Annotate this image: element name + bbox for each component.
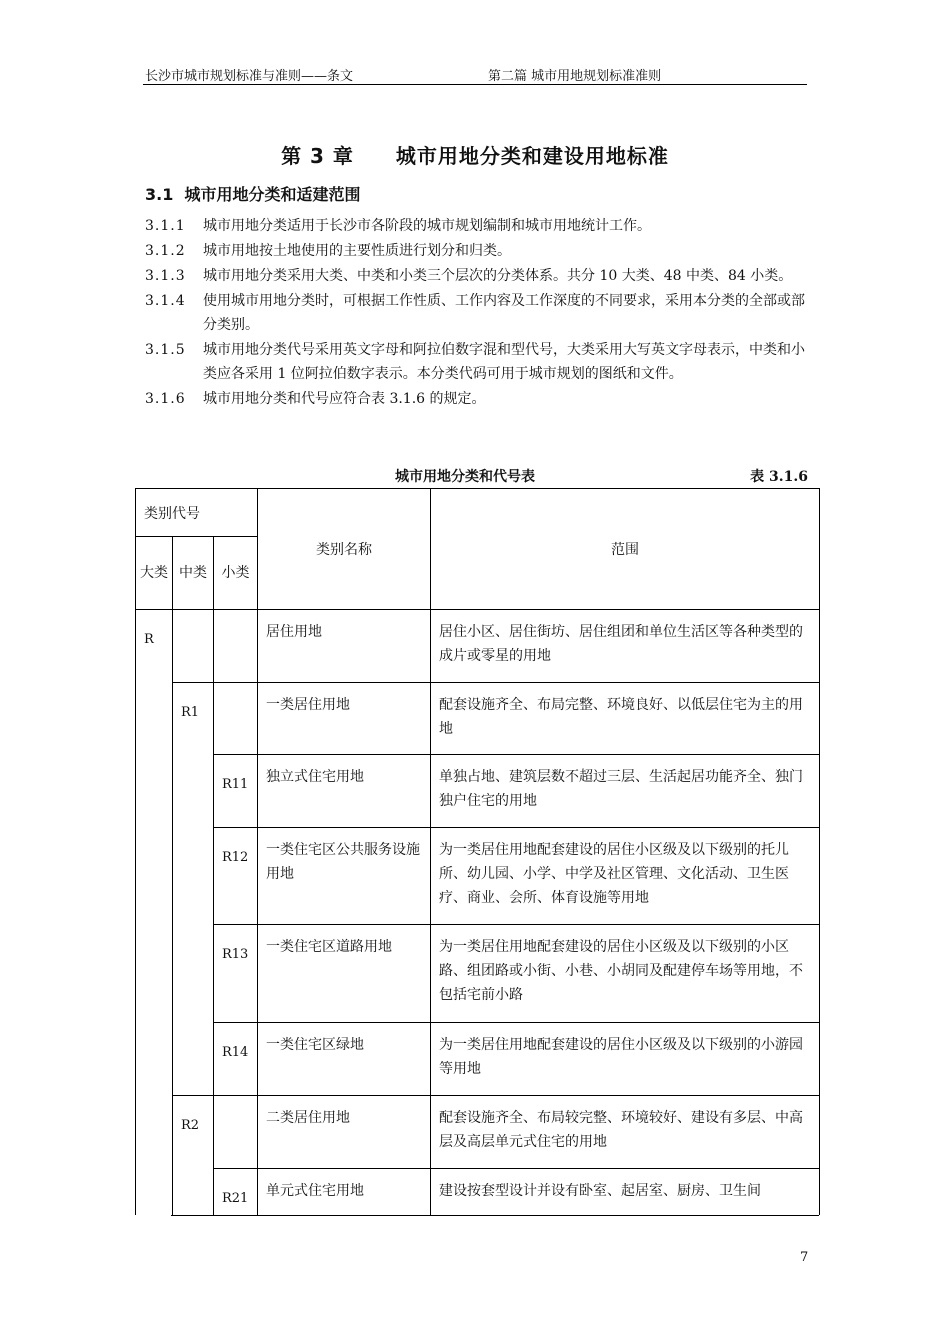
cell-scope: 配套设施齐全、布局完整、环境良好、以低层住宅为主的用地: [431, 683, 820, 755]
clause-number: 3.1.3: [145, 268, 186, 284]
cell-name: 一类住宅区绿地: [258, 1023, 431, 1096]
table-row: [136, 683, 820, 755]
cell-name: 一类住宅区公共服务设施用地: [258, 828, 431, 925]
table-number: 表 3.1.6: [750, 469, 808, 485]
cell-minor: [214, 683, 258, 755]
header-minor: [214, 537, 258, 610]
table-row: [136, 925, 820, 1023]
header-name: 类别名称: [258, 489, 431, 610]
cell-name: 一类居住用地: [258, 683, 431, 755]
table-row: [136, 1023, 820, 1096]
cell-minor: R13: [214, 925, 258, 1023]
chapter-number: 第 3 章: [281, 144, 354, 168]
cell-minor: R21: [214, 1169, 258, 1215]
clause: [145, 264, 815, 288]
header-major: [136, 537, 173, 610]
clause: [145, 338, 815, 386]
cell-medium: R2: [173, 1096, 214, 1215]
clause-number: 3.1.2: [145, 243, 186, 259]
table-row: [136, 1169, 820, 1215]
section-title: 城市用地分类和适建范围: [184, 185, 361, 204]
cell-minor: [214, 1096, 258, 1169]
clause-text: 城市用地分类和代号应符合表 3.1.6 的规定。: [203, 391, 486, 407]
cell-scope: 配套设施齐全、布局较完整、环境较好、建设有多层、中高层及高层单元式住宅的用地: [431, 1096, 820, 1169]
clause: [145, 214, 815, 238]
clause-text: 城市用地按土地使用的主要性质进行划分和归类。: [203, 243, 511, 259]
clause-text: 城市用地分类适用于长沙市各阶段的城市规划编制和城市用地统计工作。: [203, 218, 651, 234]
table-row: [136, 1096, 820, 1169]
chapter-name: 城市用地分类和建设用地标准: [395, 144, 669, 168]
header-rule: [143, 84, 807, 85]
clause: [145, 239, 815, 263]
cell-name: 单元式住宅用地: [258, 1169, 431, 1215]
cell-medium: [173, 610, 214, 683]
cell-minor: [214, 610, 258, 683]
cell-minor: R11: [214, 755, 258, 828]
header-code-group: 类别代号: [136, 489, 258, 537]
cell-name: 二类居住用地: [258, 1096, 431, 1169]
chapter-title: [0, 140, 950, 169]
cell-medium: R1: [173, 683, 214, 1096]
table-bottom-rule: [171, 1215, 819, 1216]
table-caption: [135, 466, 808, 486]
clause-number: 3.1.6: [145, 391, 186, 407]
header-major-text: 大类: [140, 565, 168, 581]
clause-number: 3.1.1: [145, 218, 186, 234]
table-row: [136, 610, 820, 683]
section-number: 3.1: [145, 185, 174, 204]
clause-text: 使用城市用地分类时，可根据工作性质、工作内容及工作深度的不同要求，采用本分类的全部或部分类别。: [203, 293, 805, 333]
clause-list: [145, 214, 815, 412]
running-header-left: 长沙市城市规划标准与准则——条文: [145, 69, 354, 84]
cell-scope: 居住小区、居住街坊、居住组团和单位生活区等各种类型的成片或零星的用地: [431, 610, 820, 683]
header-scope: 范围: [431, 489, 820, 610]
clause-text: 城市用地分类代号采用英文字母和阿拉伯数字混和型代号，大类采用大写英文字母表示，中类和小类应各采用 1 位阿拉伯数字表示。本分类代码可用于城市规划的图纸和文件。: [203, 342, 805, 382]
cell-minor: R14: [214, 1023, 258, 1096]
cell-scope: 为一类居住用地配套建设的居住小区级及以下级别的托儿所、幼儿园、小学、中学及社区管理、文化活动、卫生医疗、商业、会所、体育设施等用地: [431, 828, 820, 925]
table-row: [136, 828, 820, 925]
cell-scope: 为一类居住用地配套建设的居住小区级及以下级别的小区路、组团路或小街、小巷、小胡同及配建停车场等用地，不包括宅前小路: [431, 925, 820, 1023]
header-medium: [173, 537, 214, 610]
cell-minor: R12: [214, 828, 258, 925]
cell-major: R: [136, 610, 173, 1215]
cell-name: 一类住宅区道路用地: [258, 925, 431, 1023]
header-minor-text: 小类: [221, 565, 250, 581]
cell-name: 独立式住宅用地: [258, 755, 431, 828]
section-heading: [145, 182, 361, 205]
page-number: 7: [800, 1250, 809, 1265]
clause-number: 3.1.5: [145, 342, 186, 358]
land-use-code-table: [135, 488, 820, 1215]
cell-name: 居住用地: [258, 610, 431, 683]
header-medium-text: 中类: [179, 565, 207, 581]
cell-scope: 建设按套型设计并设有卧室、起居室、厨房、卫生间: [431, 1169, 820, 1215]
running-header-right: 第二篇 城市用地规划标准准则: [488, 69, 662, 84]
table-title: 城市用地分类和代号表: [395, 469, 535, 485]
clause: [145, 289, 815, 337]
cell-scope: 为一类居住用地配套建设的居住小区级及以下级别的小游园等用地: [431, 1023, 820, 1096]
clause: [145, 387, 815, 411]
cell-scope: 单独占地、建筑层数不超过三层、生活起居功能齐全、独门独户住宅的用地: [431, 755, 820, 828]
table-row: [136, 755, 820, 828]
clause-text: 城市用地分类采用大类、中类和小类三个层次的分类体系。共分 10 大类、48 中类、84 小类。: [203, 268, 793, 284]
clause-number: 3.1.4: [145, 293, 186, 309]
